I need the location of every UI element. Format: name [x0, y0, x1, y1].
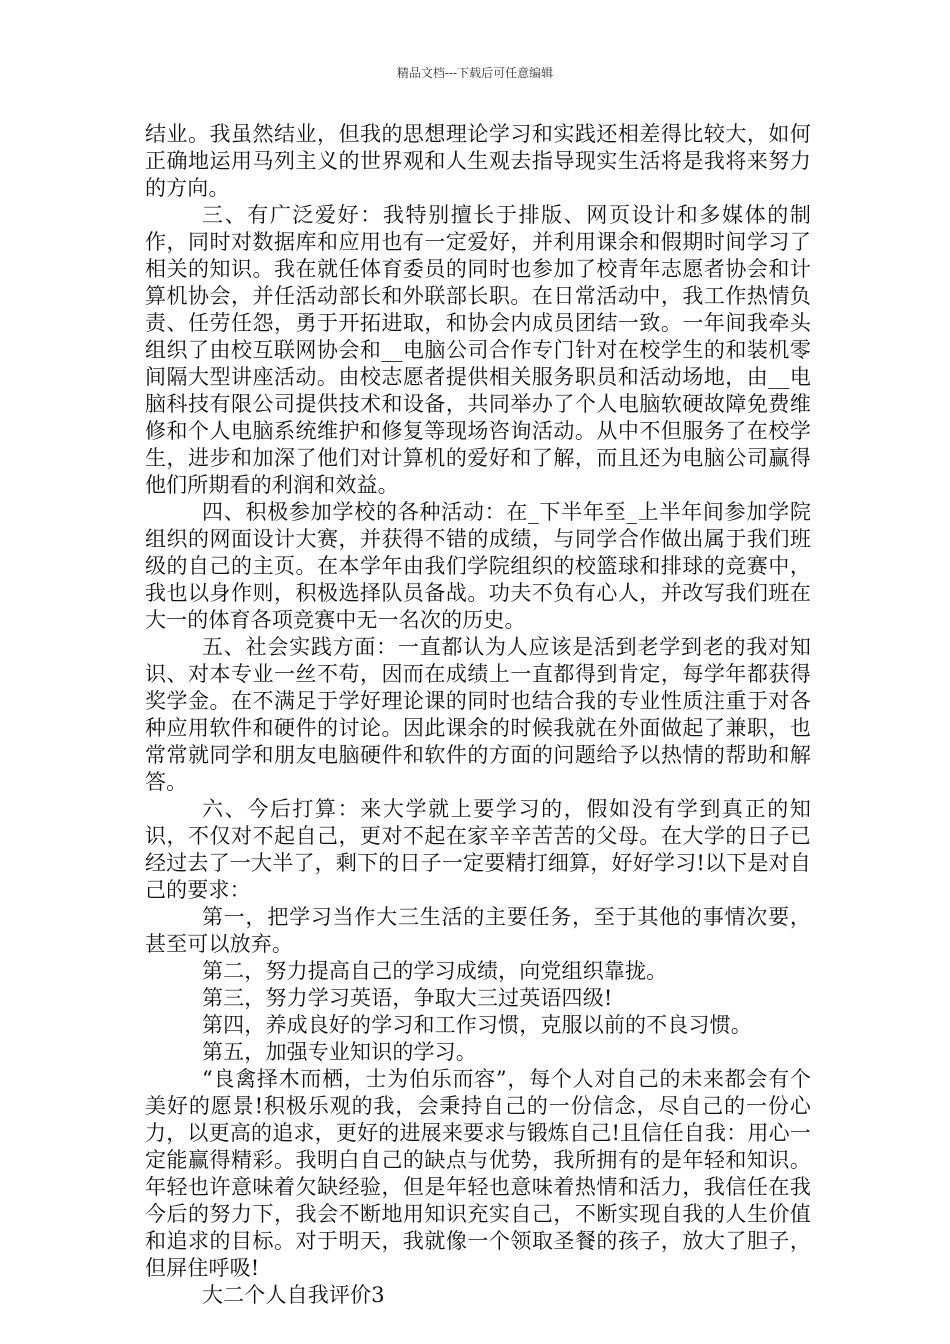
paragraph: 第五，加强专业知识的学习。: [202, 1040, 477, 1064]
paragraph: 五、社会实践方面：一直都认为人应该是活到老学到老的我对知识、对本专业一丝不苟，因而在成绩上一直都得到肯定，每学年都获得奖学金。在不满足于学好理论课的同时也结合我的专业性质注重于对各种应用软件和硬件的讨论。因此课余的时候我就在外面做起了兼职，也常常就同学和朋友电脑硬件和软件的方面的问题给予以热情的帮助和解答。: [145, 635, 811, 794]
section-heading: 大二个人自我评价3: [202, 1283, 385, 1307]
paragraph: 第三，努力学习英语，争取大三过英语四级!: [202, 986, 613, 1010]
page-header: 精品文档---下载后可任意编辑: [396, 66, 554, 80]
document-body: [145, 121, 811, 1309]
paragraph: 第二，努力提高自己的学习成绩，向党组织靠拢。: [202, 959, 668, 983]
paragraph: 第四，养成良好的学习和工作习惯，克服以前的不良习惯。: [202, 1013, 752, 1037]
paragraph: 结业。我虽然结业，但我的思想理论学习和实践还相差得比较大，如何正确地运用马列主义的世界观和人生观去指导现实生活将是我将来努力的方向。: [145, 122, 811, 200]
paragraph: 四、积极参加学校的各种活动：在_下半年至_上半年间参加学院组织的网面设计大赛，并获得不错的成绩，与同学合作做出属于我们班级的自己的主页。在本学年由我们学院组织的校篮球和排球的竞赛中，我也以身作则，积极选择队员备战。功夫不负有心人，并改写我们班在大一的体育各项竞赛中无一名次的历史。: [145, 500, 811, 632]
paragraph: “良禽择木而栖，士为伯乐而容”，每个人对自己的未来都会有个美好的愿景!积极乐观的我，会秉持自己的一份信念，尽自己的一份心力，以更高的追求，更好的进展来要求与锻炼自己!且信任自我：用心一定能赢得精彩。我明白自己的缺点与优势，我所拥有的是年轻和知识。年轻也许意味着欠缺经验，但是年轻也意味着热情和活力，我信任在我今后的努力下，我会不断地用知识充实自己，不断实现自我的人生价值和追求的目标。对于明天，我就像一个领取圣餐的孩子，放大了胆子，但屏住呼吸!: [145, 1067, 811, 1280]
paragraph: 三、有广泛爱好：我特别擅长于排版、网页设计和多媒体的制作，同时对数据库和应用也有一定爱好，并利用课余和假期时间学习了相关的知识。我在就任体育委员的同时也参加了校青年志愿者协会和计算机协会，并任活动部长和外联部长职。在日常活动中，我工作热情负责、任劳任怨，勇于开拓进取，和协会内成员团结一致。一年间我牵头组织了由校互联网协会和__电脑公司合作专门针对在校学生的和装机零间隔大型讲座活动。由校志愿者提供相关服务职员和活动场地，由__电脑科技有限公司提供技术和设备，共同举办了个人电脑软硬故障免费维修和个人电脑系统维护和修复等现场咨询活动。从中不但服务了在校学生，进步和加深了他们对计算机的爱好和了解，而且还为电脑公司赢得他们所期看的利润和效益。: [145, 203, 811, 497]
paragraph: 第一，把学习当作大三生活的主要任务，至于其他的事情次要，甚至可以放弃。: [145, 905, 811, 956]
paragraph: 六、今后打算：来大学就上要学习的，假如没有学到真正的知识，不仅对不起自己，更对不起在家辛辛苦苦的父母。在大学的日子已经过去了一大半了，剩下的日子一定要精打细算，好好学习!以下是对自己的要求：: [145, 797, 811, 902]
